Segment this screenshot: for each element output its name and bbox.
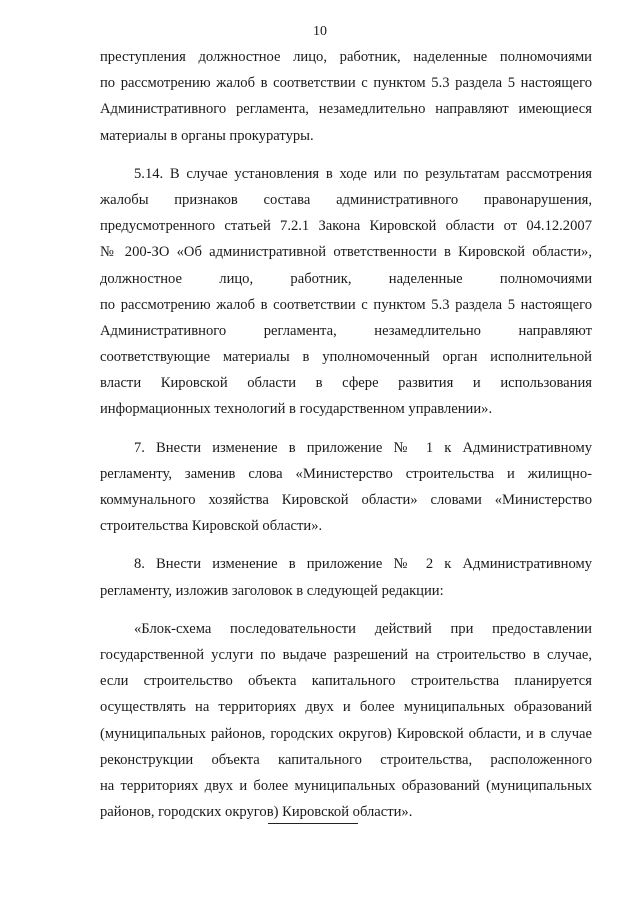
text-line: на территориях двух и более муниципальных образований (муниципальных	[100, 777, 592, 794]
text-line: Административного регламента, незамедлительно направляют	[100, 322, 592, 339]
text-line: регламенту, изложив заголовок в следующей редакции:	[100, 582, 444, 599]
text-line: 8. Внести изменение в приложение № 2 к Административному	[134, 556, 592, 573]
paragraph-8	[100, 551, 592, 603]
text-line: преступления должностное лицо, работник, наделенные полномочиями	[100, 49, 592, 65]
paragraph-quote	[100, 616, 592, 826]
paragraph-5-14	[100, 161, 592, 423]
body-text	[100, 44, 592, 825]
paragraph-continuation	[100, 44, 592, 149]
text-line: районов, городских округов) Кировской области».	[100, 804, 413, 821]
text-line: по рассмотрению жалоб в соответствии с пунктом 5.3 раздела 5 настоящего	[100, 296, 592, 313]
text-line: 7. Внести изменение в приложение № 1 к Административному	[134, 439, 592, 456]
text-line: регламенту, заменив слова «Министерство строительства и жилищно-	[100, 465, 592, 482]
text-line: жалобы признаков состава административного правонарушения,	[100, 191, 592, 208]
text-line: (муниципальных районов, городских округов) Кировской области, и в случае	[100, 725, 592, 742]
text-line: материалы в органы прокуратуры.	[100, 127, 314, 144]
text-line: Административного регламента, незамедлительно направляют имеющиеся	[100, 101, 592, 118]
page-number: 10	[313, 24, 327, 39]
text-line: должностное лицо, работник, наделенные полномочиями	[100, 270, 592, 287]
text-line: реконструкции объекта капитального строительства, расположенного	[100, 751, 592, 768]
text-line: государственной услуги по выдаче разрешений на строительство в случае,	[100, 646, 592, 663]
text-line: строительства Кировской области».	[100, 518, 323, 535]
closing-rule	[268, 823, 358, 824]
text-line: 5.14. В случае установления в ходе или по результатам рассмотрения	[134, 165, 592, 182]
text-line: если строительство объекта капитального строительства планируется	[100, 673, 592, 690]
text-line: по рассмотрению жалоб в соответствии с пунктом 5.3 раздела 5 настоящего	[100, 75, 592, 92]
text-line: информационных технологий в государственном управлении».	[100, 401, 493, 418]
text-line: коммунального хозяйства Кировской области» словами «Министерство	[100, 492, 592, 508]
text-line: власти Кировской области в сфере развития и использования	[100, 375, 592, 392]
text-line: № 200-ЗО «Об административной ответственности в Кировской области»,	[100, 244, 592, 261]
paragraph-7	[100, 435, 592, 540]
text-line: предусмотренного статьей 7.2.1 Закона Кировской области от 04.12.2007	[100, 218, 592, 235]
text-line: осуществлять на территориях двух и более муниципальных образований	[100, 699, 592, 716]
text-line: соответствующие материалы в уполномоченный орган исполнительной	[100, 349, 592, 366]
text-line: «Блок-схема последовательности действий при предоставлении	[134, 620, 592, 637]
